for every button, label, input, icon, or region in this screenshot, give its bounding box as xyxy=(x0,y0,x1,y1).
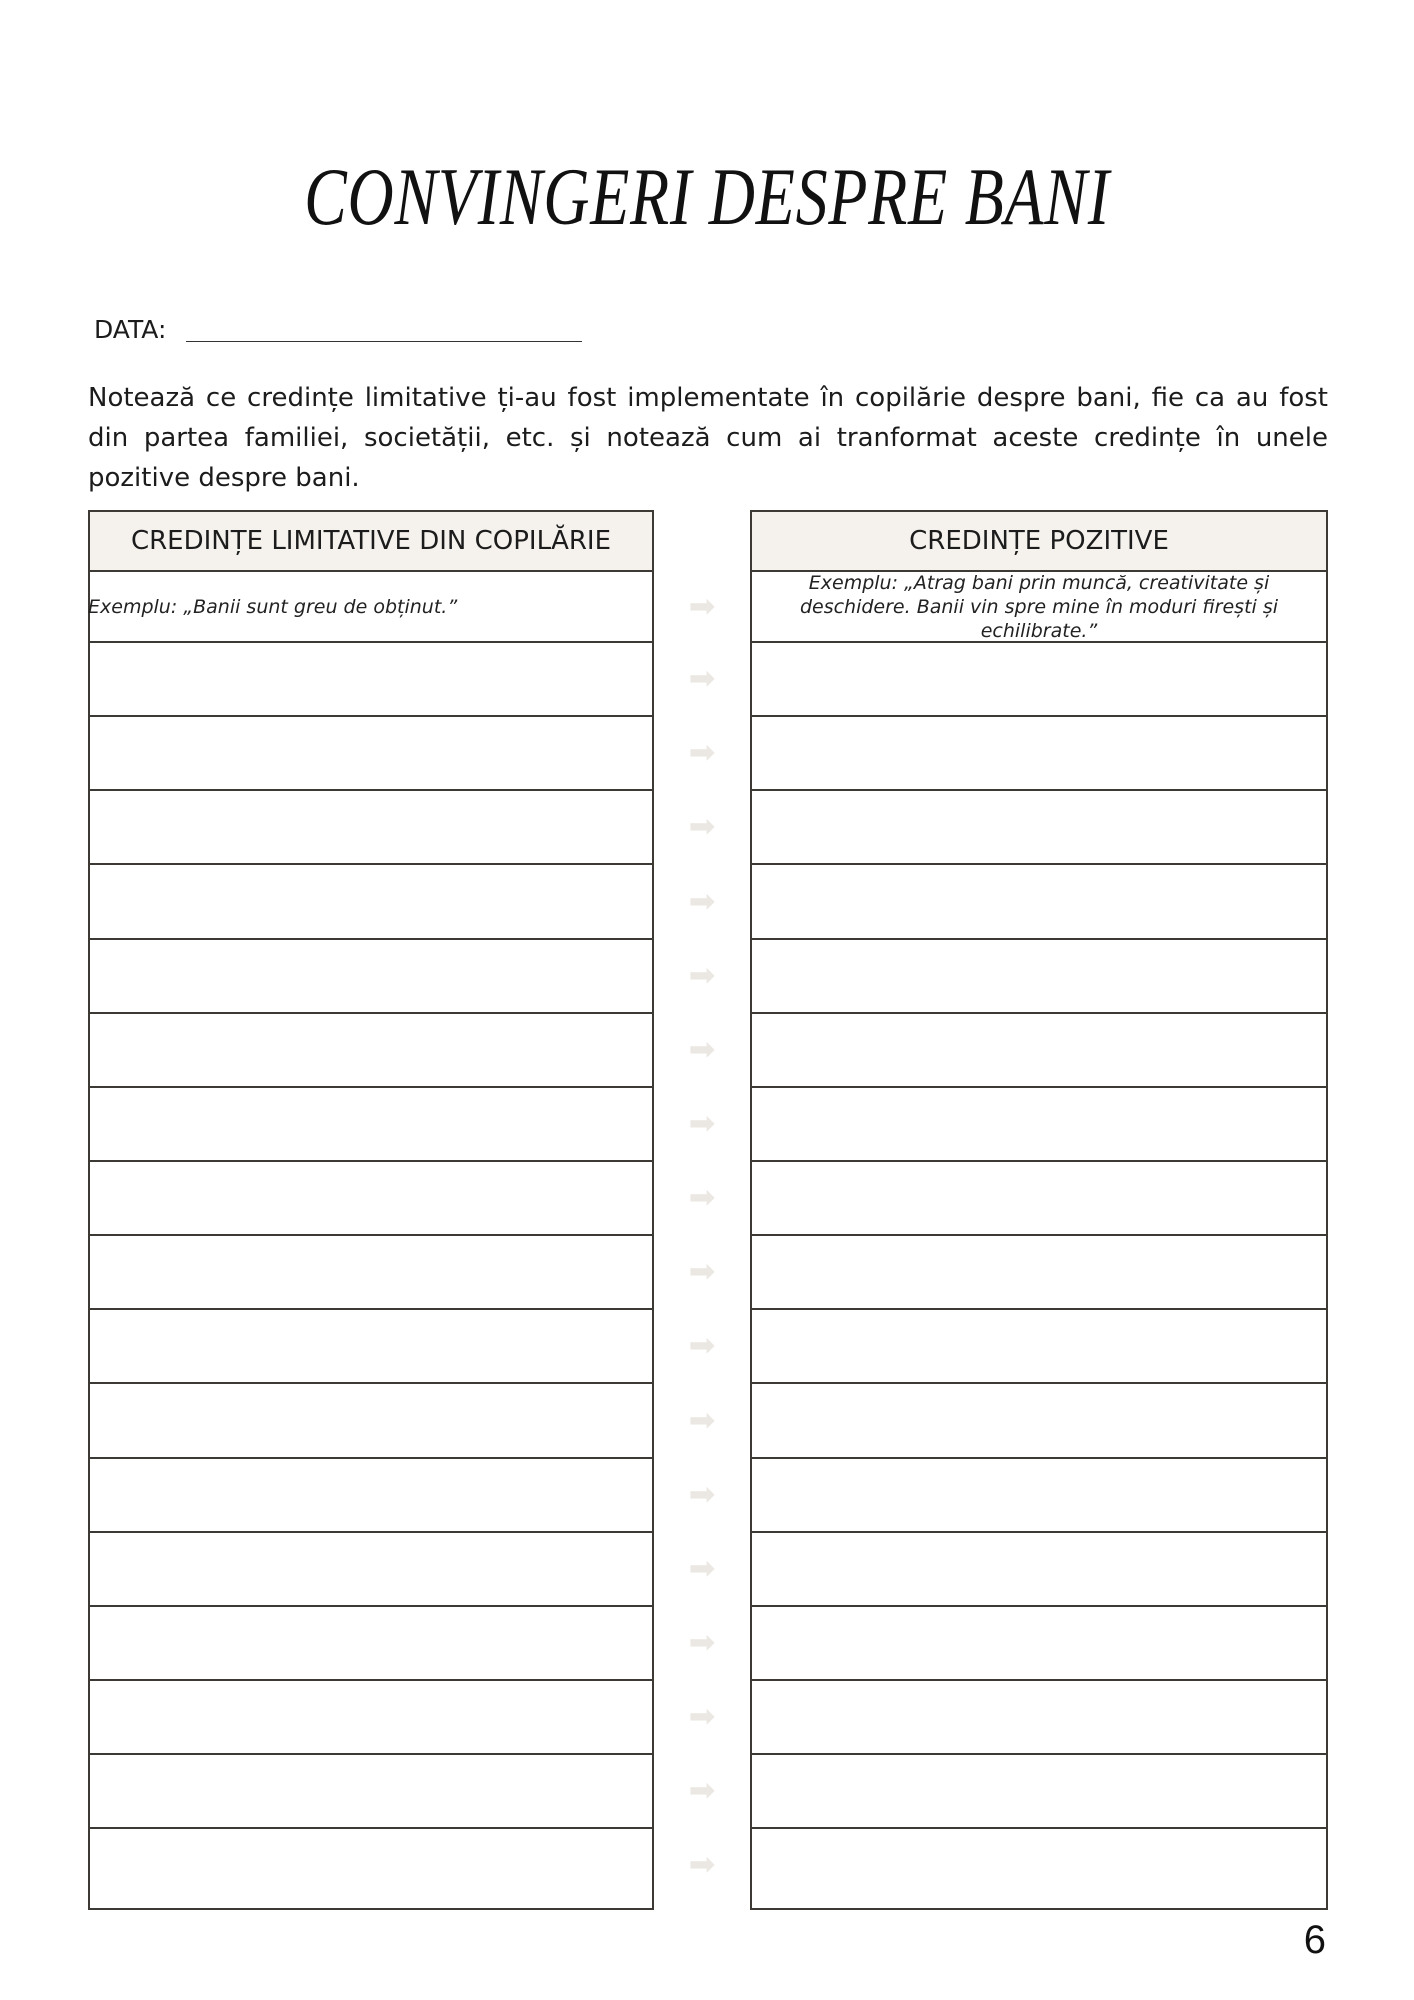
limiting-beliefs-header: CREDINȚE LIMITATIVE DIN COPILĂRIE xyxy=(90,512,652,572)
limiting-row[interactable] xyxy=(90,1014,652,1088)
arrow-right-icon: ➡ xyxy=(688,1845,716,1884)
arrow-right-icon: ➡ xyxy=(688,1400,716,1439)
limiting-row[interactable] xyxy=(90,1384,652,1458)
arrow-right-icon: ➡ xyxy=(688,1548,716,1587)
arrow-right-icon: ➡ xyxy=(688,1326,716,1365)
arrow-right-icon: ➡ xyxy=(688,955,716,994)
positive-example-text: Exemplu: „Atrag bani prin muncă, creativitate și deschidere. Banii vin spre mine în moduri firești și echilibrate.” xyxy=(799,571,1279,642)
limiting-row[interactable] xyxy=(90,1236,652,1310)
limiting-row[interactable] xyxy=(90,572,652,643)
arrow-right-icon: ➡ xyxy=(688,1474,716,1513)
positive-row[interactable] xyxy=(752,1607,1326,1681)
positive-row[interactable] xyxy=(752,1088,1326,1162)
positive-row[interactable] xyxy=(752,1162,1326,1236)
limiting-row[interactable] xyxy=(90,717,652,791)
limiting-row[interactable] xyxy=(90,643,652,717)
arrow-right-icon: ➡ xyxy=(688,1252,716,1291)
limiting-row[interactable] xyxy=(90,1459,652,1533)
limiting-example-text: Exemplu: „Banii sunt greu de obținut.” xyxy=(88,595,458,618)
date-label: DATA: xyxy=(94,315,167,344)
limiting-row[interactable] xyxy=(90,791,652,865)
arrow-right-icon: ➡ xyxy=(688,659,716,698)
arrow-right-icon: ➡ xyxy=(688,586,716,625)
arrow-right-icon: ➡ xyxy=(688,1697,716,1736)
date-field[interactable] xyxy=(186,341,582,342)
positive-row[interactable] xyxy=(752,1310,1326,1384)
limiting-row[interactable] xyxy=(90,1829,652,1903)
limiting-beliefs-table xyxy=(88,510,654,1910)
arrow-right-icon: ➡ xyxy=(688,807,716,846)
positive-row[interactable] xyxy=(752,717,1326,791)
positive-row[interactable] xyxy=(752,865,1326,939)
positive-row[interactable] xyxy=(752,643,1326,717)
limiting-row[interactable] xyxy=(90,1162,652,1236)
positive-row[interactable] xyxy=(752,1459,1326,1533)
limiting-row[interactable] xyxy=(90,1533,652,1607)
positive-row[interactable] xyxy=(752,940,1326,1014)
positive-row[interactable] xyxy=(752,1236,1326,1310)
positive-row[interactable] xyxy=(752,1829,1326,1903)
instructions: Notează ce credințe limitative ți-au fost implementate în copilărie despre bani, fie ca au fost din partea familiei, societății, etc. și notează cum ai tranformat aceste credințe în unele pozitive despre bani. xyxy=(88,383,1328,493)
limiting-row[interactable] xyxy=(90,1310,652,1384)
limiting-row[interactable] xyxy=(90,1755,652,1829)
arrow-right-icon: ➡ xyxy=(688,733,716,772)
positive-row[interactable] xyxy=(752,1014,1326,1088)
positive-row[interactable] xyxy=(752,572,1326,643)
positive-row[interactable] xyxy=(752,1681,1326,1755)
arrow-right-icon: ➡ xyxy=(688,881,716,920)
positive-beliefs-header: CREDINȚE POZITIVE xyxy=(752,512,1326,572)
positive-beliefs-table xyxy=(750,510,1328,1910)
limiting-row[interactable] xyxy=(90,865,652,939)
positive-row[interactable] xyxy=(752,1533,1326,1607)
date-row xyxy=(94,308,582,344)
limiting-row[interactable] xyxy=(90,1607,652,1681)
page-number: 6 xyxy=(1303,1918,1326,1962)
limiting-row[interactable] xyxy=(90,1088,652,1162)
limiting-row[interactable] xyxy=(90,1681,652,1755)
positive-row[interactable] xyxy=(752,1755,1326,1829)
arrow-right-icon: ➡ xyxy=(688,1178,716,1217)
positive-row[interactable] xyxy=(752,1384,1326,1458)
arrow-right-icon: ➡ xyxy=(688,1771,716,1810)
arrow-right-icon: ➡ xyxy=(688,1623,716,1662)
arrow-right-icon: ➡ xyxy=(688,1103,716,1142)
positive-row[interactable] xyxy=(752,791,1326,865)
page-title: CONVINGERI DESPRE BANI xyxy=(304,151,1110,242)
limiting-row[interactable] xyxy=(90,940,652,1014)
arrow-right-icon: ➡ xyxy=(688,1029,716,1068)
